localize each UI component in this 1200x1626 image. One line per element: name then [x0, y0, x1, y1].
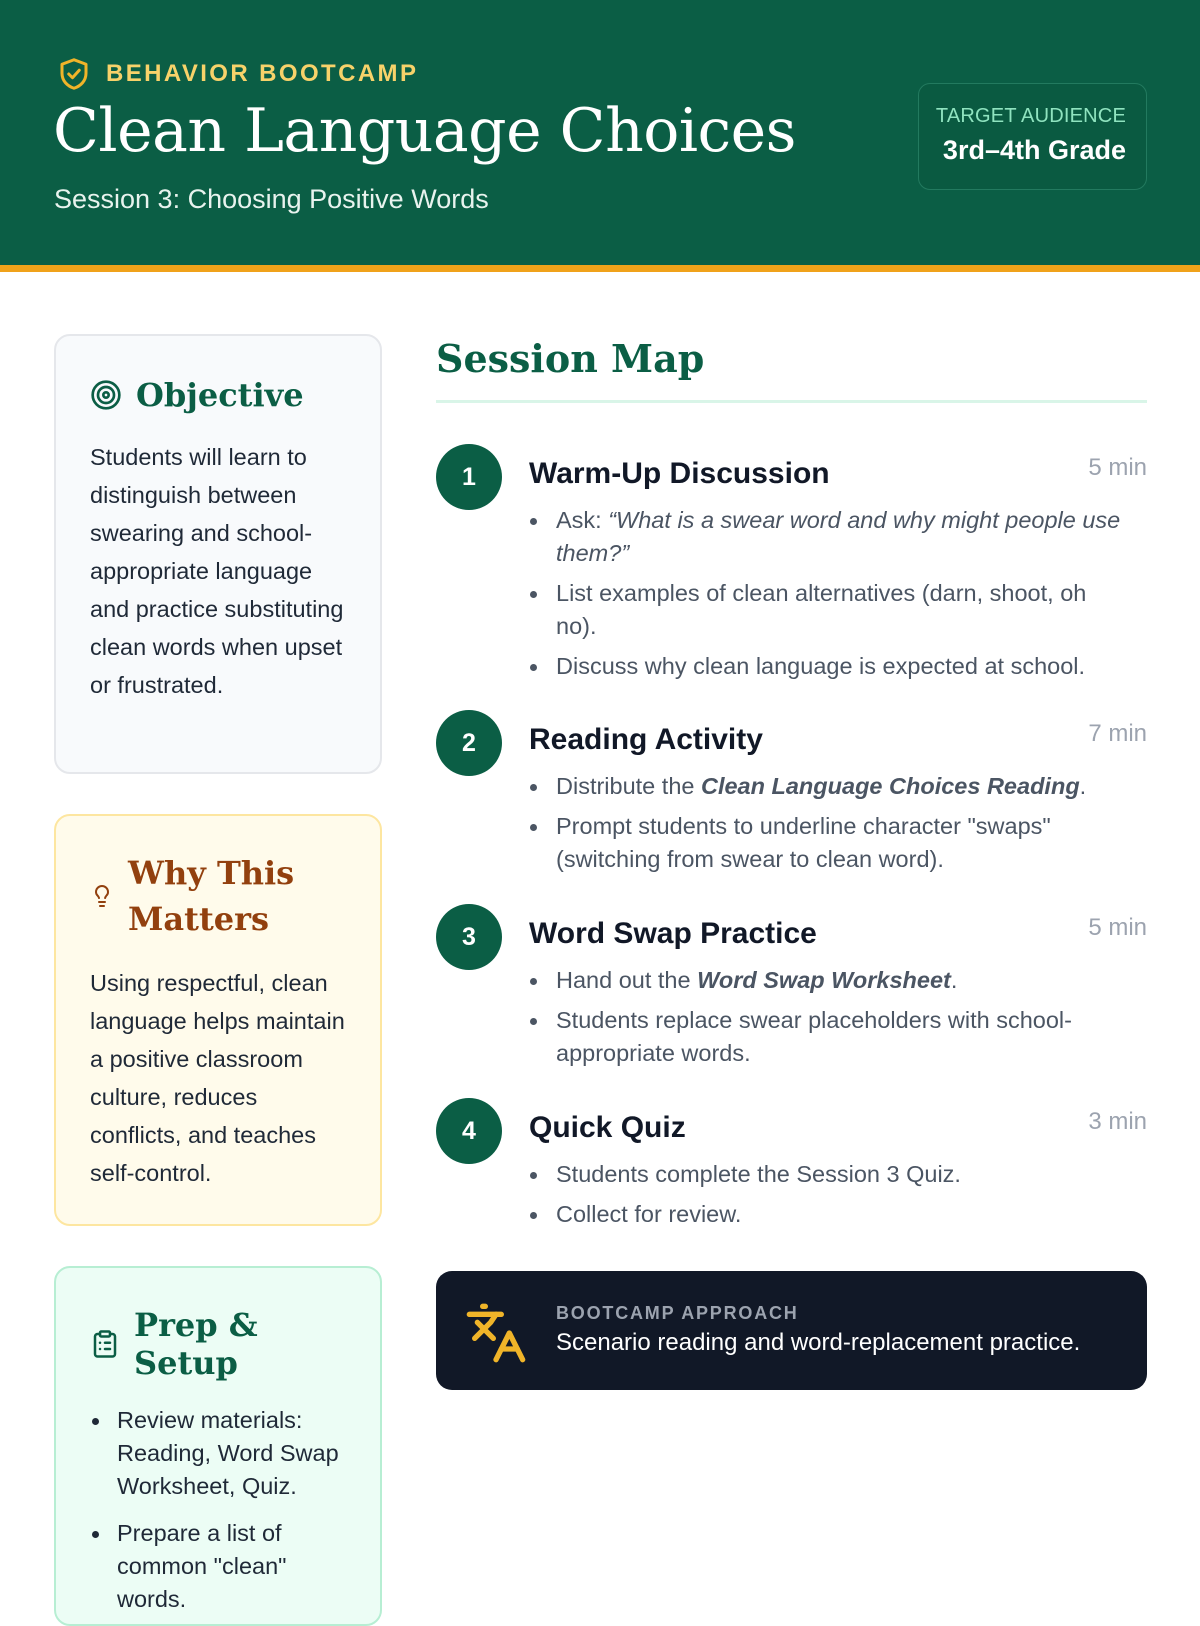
step-bullet: Prompt students to underline character "swaps" (switching from swear to clean word).: [529, 810, 1129, 876]
translate-icon: [464, 1301, 528, 1365]
step-duration: 5 min: [1088, 454, 1147, 481]
objective-text: Students will learn to distinguish between swearing and school-appropriate language and practice substituting clean words when upset or frustrated.: [90, 444, 344, 698]
prep-setup-card: [54, 1266, 382, 1626]
step-number-badge: 4: [436, 1098, 502, 1164]
step-duration: 3 min: [1088, 1108, 1147, 1135]
why-matters-card: [54, 814, 382, 1226]
lightbulb-icon: [90, 882, 114, 910]
prep-list: [90, 1404, 346, 1616]
material-name: Word Swap Worksheet: [697, 967, 951, 993]
prep-item: Prepare a list of common "clean" words.: [90, 1517, 346, 1616]
step-title: Reading Activity: [529, 723, 763, 756]
step-bullet: Collect for review.: [529, 1198, 1129, 1231]
step-bullets: [529, 1158, 1129, 1238]
target-icon: [90, 379, 122, 411]
bootcamp-approach-banner: [436, 1271, 1147, 1390]
step-bullets: [529, 964, 1129, 1077]
clipboard-list-icon: [90, 1328, 120, 1360]
why-matters-text: Using respectful, clean language helps maintain a positive classroom culture, reduces conflicts, and teaches self-control.: [90, 970, 345, 1186]
session-map-title: Session Map: [436, 336, 705, 381]
material-name: Clean Language Choices Reading: [700, 773, 1080, 799]
step-bullet: Discuss why clean language is expected at school.: [529, 650, 1129, 683]
step-bullet: Students replace swear placeholders with school-appropriate words.: [529, 1004, 1129, 1070]
objective-card: [54, 334, 382, 774]
brand: [56, 55, 418, 93]
step-number-badge: 1: [436, 444, 502, 510]
step-bullet: Students complete the Session 3 Quiz.: [529, 1158, 1129, 1191]
step-bullet: List examples of clean alternatives (darn, shoot, oh no).: [529, 577, 1129, 643]
discussion-question: “What is a swear word and why might people use them?”: [556, 507, 1121, 566]
objective-title: Objective: [136, 376, 304, 414]
step-bullets: [529, 504, 1129, 690]
approach-label: BOOTCAMP APPROACH: [556, 1303, 799, 1323]
step-title: Word Swap Practice: [529, 917, 817, 950]
approach-text: Scenario reading and word-replacement practice.: [556, 1329, 1081, 1356]
step-number-badge: 3: [436, 904, 502, 970]
why-matters-title: Why This Matters: [128, 854, 295, 938]
step-duration: 5 min: [1088, 914, 1147, 941]
target-audience-value: 3rd–4th Grade: [942, 135, 1126, 165]
target-audience-box: [918, 83, 1147, 190]
header-banner: [0, 0, 1200, 272]
target-audience-label: TARGET AUDIENCE: [935, 105, 1126, 127]
session-map-divider: [436, 400, 1147, 403]
page-subtitle: Session 3: Choosing Positive Words: [54, 184, 489, 214]
shield-check-icon: [56, 55, 92, 93]
step-number-badge: 2: [436, 710, 502, 776]
step-bullet: Ask: “What is a swear word and why might people use them?”: [529, 504, 1129, 570]
prep-item: Review materials: Reading, Word Swap Worksheet, Quiz.: [90, 1404, 346, 1503]
step-duration: 7 min: [1088, 720, 1147, 747]
prep-setup-header: [90, 1306, 346, 1382]
step-bullet: Hand out the Word Swap Worksheet.: [529, 964, 1129, 997]
objective-header: [90, 376, 346, 414]
page-title: Clean Language Choices: [53, 96, 796, 166]
step-title: Quick Quiz: [529, 1111, 686, 1144]
brand-label: BEHAVIOR BOOTCAMP: [106, 60, 419, 87]
step-bullets: [529, 770, 1129, 883]
step-title: Warm-Up Discussion: [529, 457, 830, 490]
prep-setup-title: Prep & Setup: [134, 1306, 258, 1382]
step-bullet: Distribute the Clean Language Choices Reading.: [529, 770, 1129, 803]
why-matters-header: [90, 850, 346, 942]
